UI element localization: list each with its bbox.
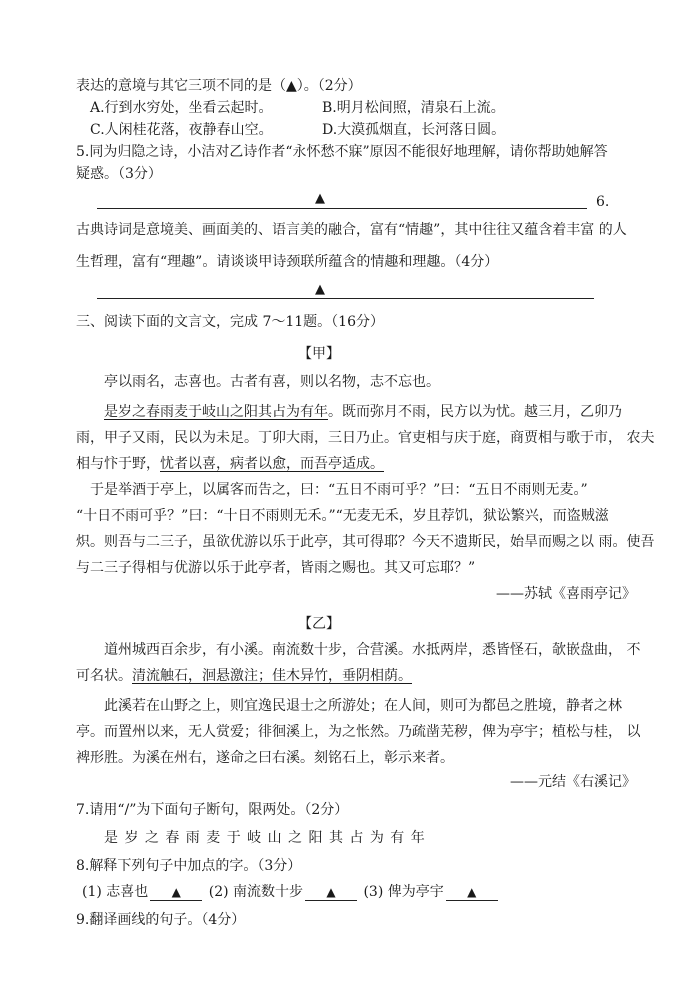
- jia-heading: 【甲】: [298, 346, 340, 362]
- yi-para-2-line-1: 此溪若在山野之上，则宜逸民退士之所游处；在人间，则可为都邑之胜境，静者之林: [104, 698, 622, 714]
- q8-item-1: (1) 志喜也: [82, 884, 149, 900]
- q8-blank-1[interactable]: ▲: [150, 884, 202, 901]
- yi-source: ——元结《右溪记》: [510, 774, 636, 790]
- underlined-sentence-3: 清流触石，洄悬激注；佳木异竹，垂阴相荫。: [132, 668, 412, 684]
- q8-blank-3[interactable]: ▲: [446, 884, 498, 901]
- q8-blank-2[interactable]: ▲: [305, 884, 357, 901]
- q4-stem: 表达的意境与其它三项不同的是（▲）。（2分）: [76, 78, 362, 94]
- q8-items: [82, 882, 500, 902]
- q8-item-3: (3) 俾为亭宇: [363, 884, 444, 900]
- yi-para-2-line-3: 裨形胜。为溪在州右，遂命之曰右溪。刻铭石上，彰示来者。: [76, 750, 454, 766]
- underlined-sentence-2: 忧者以喜，病者以愈，而吾亭适成。: [160, 456, 384, 472]
- q5-line-1: 5.同为归隐之诗，小洁对乙诗作者“永怀愁不寐”原因不能很好地理解，请你帮助她解答: [76, 144, 608, 160]
- q8-prompt: 8.解释下列句子中加点的字。（3分）: [76, 858, 302, 874]
- jia-para-1: 亭以雨名，志喜也。古者有喜，则以名物，志不忘也。: [104, 374, 440, 390]
- jia-para-3-line-3: 炽。则吾与二三子，虽欲优游以乐于此亭，其可得耶？今天不遗斯民，始旱而赐之以 雨。使吾: [76, 534, 655, 550]
- section-3-title: 三、阅读下面的文言文，完成 7～11题。（16分）: [76, 314, 384, 330]
- q6-number: 6.: [596, 194, 610, 210]
- yi-para-1-line-1: 道州城西百余步，有小溪。南流数十步，合营溪。水抵两岸，悉皆怪石，欹嵌盘曲， 不: [104, 642, 641, 658]
- q8-item-2: (2) 南流数十步: [208, 884, 304, 900]
- q4-option-d: D.大漠孤烟直，长河落日圆。: [322, 122, 506, 138]
- q4-option-c: C.人闲桂花落，夜静春山空。: [90, 122, 273, 138]
- jia-para-3-line-1: 于是举酒于亭上，以属客而告之，曰：“五日不雨可乎？”曰：“五日不雨则无麦。”: [90, 482, 588, 498]
- q6-answer-marker: ▲: [315, 282, 325, 297]
- yi-para-2-line-2: 亭。而置州以来，无人赏爱；徘徊溪上，为之怅然。乃疏凿芜秽，俾为亭宇；植松与桂， 以: [76, 724, 641, 740]
- q7-sentence: 是 岁 之 春 雨 麦 于 岐 山 之 阳 其 占 为 有 年: [104, 830, 426, 846]
- q7-prompt: 7.请用“/”为下面句子断句，限两处。（2分）: [76, 802, 349, 818]
- q6-answer-line[interactable]: [97, 298, 594, 299]
- q4-option-b: B.明月松间照，清泉石上流。: [322, 100, 505, 116]
- jia-para-3-line-4: 与二三子得相与优游以乐于此亭者，皆雨之赐也。其又可忘耶？”: [76, 560, 476, 576]
- q6-line-1: 古典诗词是意境美、画面美的、语言美的融合，富有“情趣”，其中往往又蕴含着丰富 的人: [76, 222, 627, 238]
- underlined-sentence-1: 是岁之春雨麦于岐山之阳其占为有年: [104, 404, 328, 420]
- q9-prompt: 9.翻译画线的句子。（4分）: [76, 912, 246, 928]
- q5-line-2: 疑惑。（3分）: [76, 166, 162, 182]
- jia-para-3-line-2: “十日不雨可乎？”曰：“十日不雨则无禾。”“无麦无禾，岁且荐饥，狱讼繁兴，而盗贼滋: [76, 508, 609, 524]
- yi-para-1-line-2: 可名状。清流触石，洄悬激注；佳木异竹，垂阴相荫。: [76, 668, 412, 684]
- q4-option-a: A.行到水穷处，坐看云起时。: [90, 100, 273, 116]
- jia-para-2-line-1: 是岁之春雨麦于岐山之阳其占为有年。既而弥月不雨，民方以为忧。越三月，乙卯乃: [104, 404, 622, 420]
- jia-para-2-line-2: 雨，甲子又雨，民以为未足。丁卯大雨，三日乃止。官吏相与庆于庭，商贾相与歌于市， 农夫: [76, 430, 655, 446]
- q5-answer-marker: ▲: [315, 191, 325, 206]
- yi-heading: 【乙】: [298, 616, 340, 632]
- q5-answer-line[interactable]: [97, 208, 587, 209]
- jia-para-2-line-3: 相与忭于野，忧者以喜，病者以愈，而吾亭适成。: [76, 456, 384, 472]
- q6-line-2: 生哲理，富有“理趣”。请谈谈甲诗颈联所蕴含的情趣和理趣。（4分）: [76, 254, 499, 270]
- jia-source: ——苏轼《喜雨亭记》: [496, 586, 636, 602]
